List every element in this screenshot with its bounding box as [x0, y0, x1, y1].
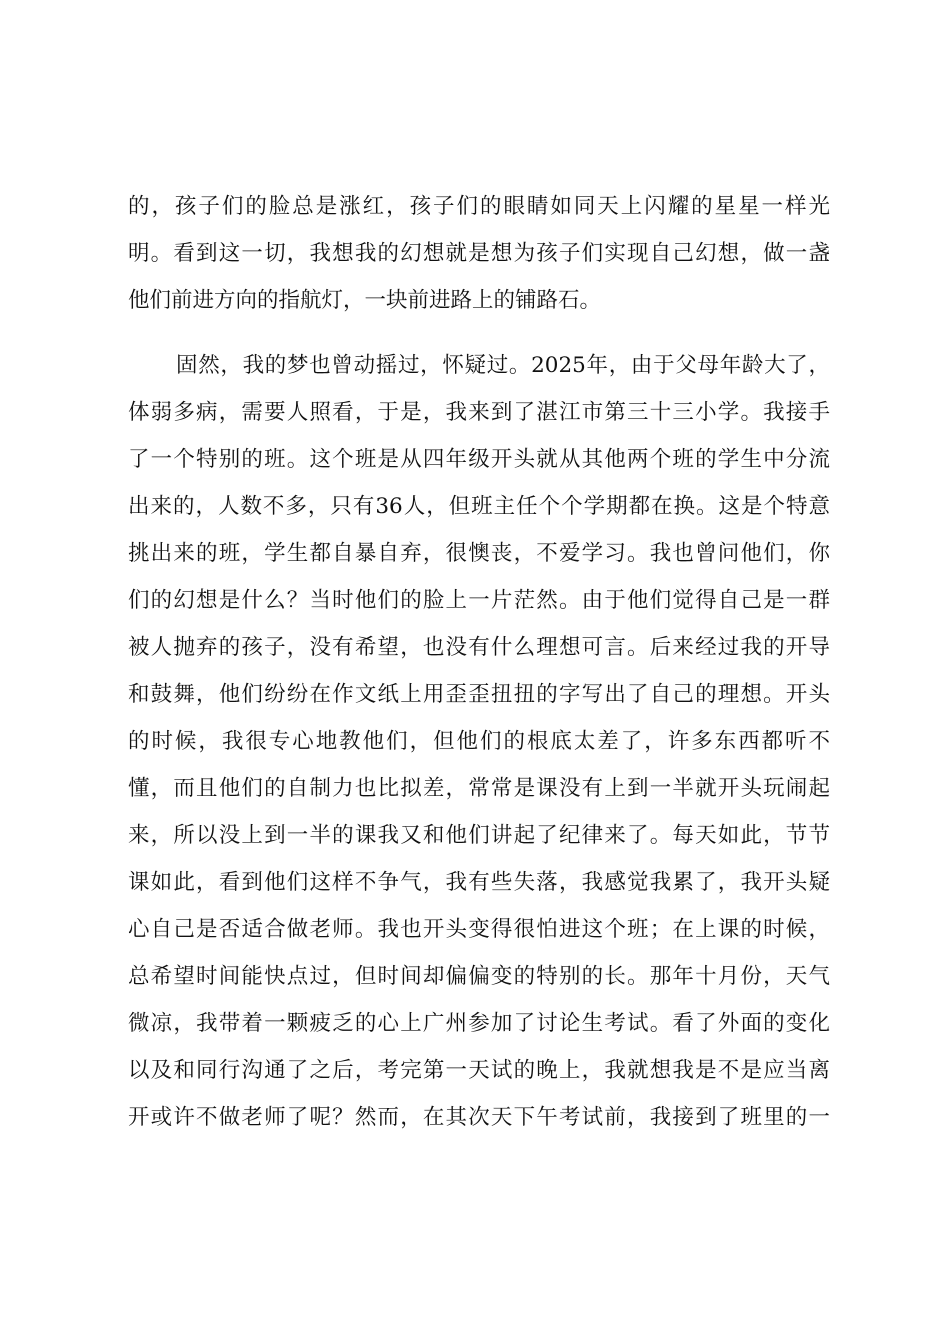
text-line: 开或许不做老师了呢？然而，在其次天下午考试前，我接到了班里的一	[128, 1105, 830, 1130]
text-line: 了一个特别的班。这个班是从四年级开头就从其他两个班的学生中分流	[128, 447, 830, 472]
paragraph-start-line: 固然，我的梦也曾动摇过，怀疑过。2025年，由于父母年龄大了，	[176, 353, 830, 378]
text-line: 明。看到这一切，我想我的幻想就是想为孩子们实现自己幻想，做一盏	[128, 241, 830, 266]
text-line: 的时候，我很专心地教他们，但他们的根底太差了，许多东西都听不	[128, 729, 830, 754]
text-line: 出来的，人数不多，只有36人，但班主任个个学期都在换。这是个特意	[128, 494, 830, 519]
text-line: 被人抛弃的孩子，没有希望，也没有什么理想可言。后来经过我的开导	[128, 635, 830, 660]
text-line: 课如此，看到他们这样不争气，我有些失落，我感觉我累了，我开头疑	[128, 870, 830, 895]
text-line: 微凉，我带着一颗疲乏的心上广州参加了讨论生考试。看了外面的变化	[128, 1011, 830, 1036]
text-line: 来，所以没上到一半的课我又和他们讲起了纪律来了。每天如此，节节	[128, 823, 830, 848]
text-line: 懂，而且他们的自制力也比拟差，常常是课没有上到一半就开头玩闹起	[128, 776, 830, 801]
text-line: 体弱多病，需要人照看，于是，我来到了湛江市第三十三小学。我接手	[128, 400, 830, 425]
text-line: 他们前进方向的指航灯，一块前进路上的铺路石。	[128, 288, 602, 313]
text-line: 以及和同行沟通了之后，考完第一天试的晚上，我就想我是不是应当离	[128, 1058, 830, 1083]
text-line: 们的幻想是什么？当时他们的脸上一片茫然。由于他们觉得自己是一群	[128, 588, 830, 613]
text-line: 总希望时间能快点过，但时间却偏偏变的特别的长。那年十月份，天气	[128, 964, 830, 989]
text-line: 和鼓舞，他们纷纷在作文纸上用歪歪扭扭的字写出了自己的理想。开头	[128, 682, 830, 707]
text-line: 挑出来的班，学生都自暴自弃，很懊丧，不爱学习。我也曾问他们，你	[128, 541, 830, 566]
text-line: 的，孩子们的脸总是涨红，孩子们的眼睛如同天上闪耀的星星一样光	[128, 194, 830, 219]
text-line: 心自己是否适合做老师。我也开头变得很怕进这个班；在上课的时候，	[128, 917, 830, 942]
